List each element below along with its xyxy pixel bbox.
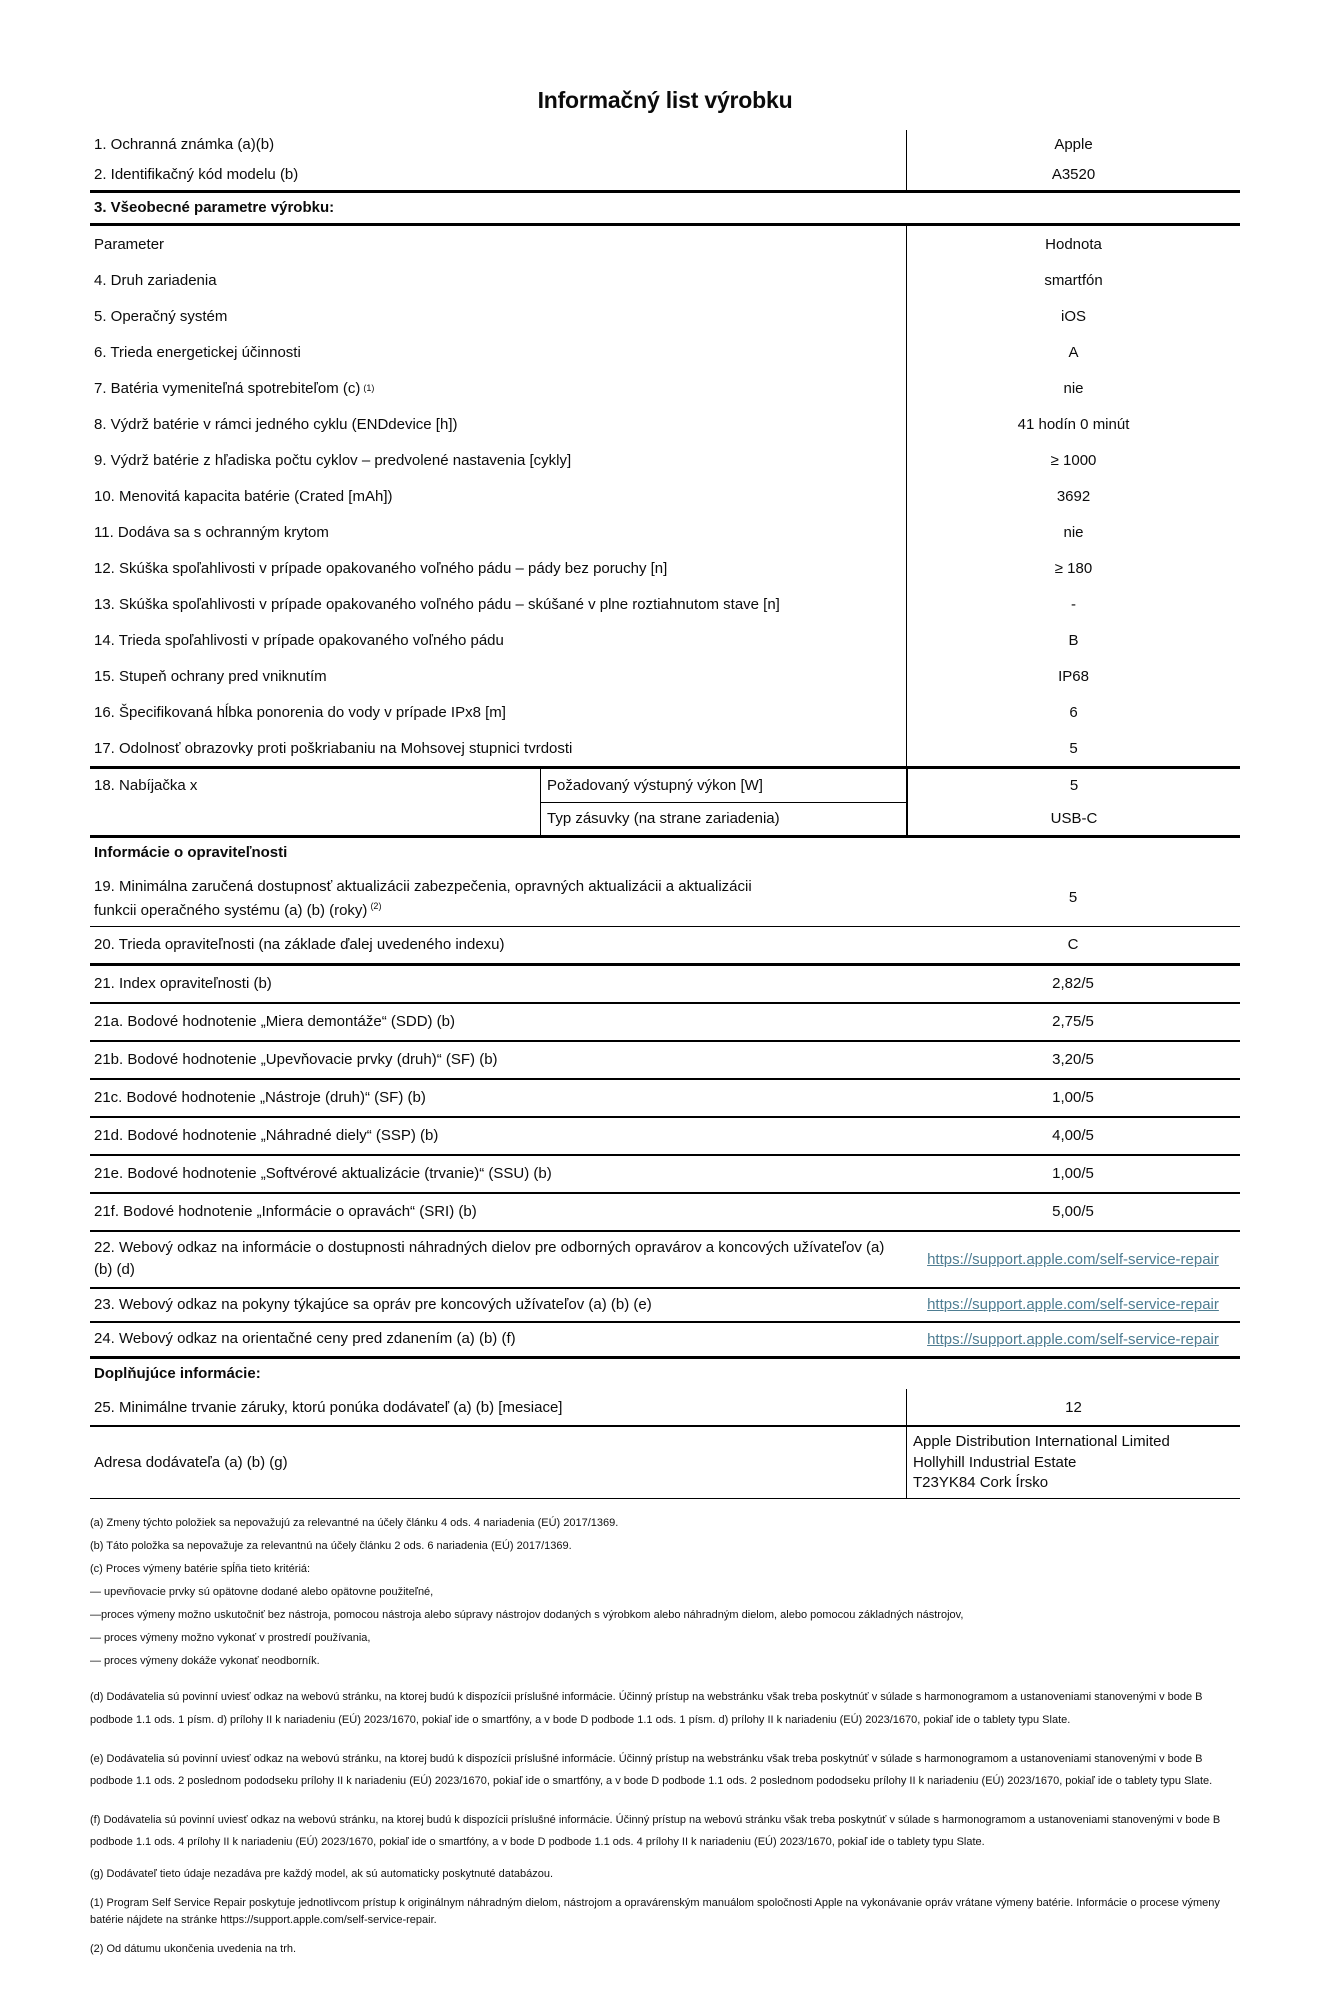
row-value: 2,75/5 [1052,1013,1094,1031]
table-row-drop-test-unfolded [90,586,1240,622]
row-value: IP68 [906,658,1240,694]
supplier-address [906,1427,1240,1498]
column-header-parameter: Parameter [94,235,165,253]
table-row-repair-instructions-link [90,1289,1240,1324]
footnote-d: (d) Dodávatelia sú povinní uviesť odkaz na webovú stránku, na ktorej budú k dispozícii príslušné informácie. Účinný prístup na webstránku však treba poskytnúť v súlade s harmonogramom a ustanoveniami stanovenými v bode B podbode 1.1 ods. 1 písm. d) prílohy II k nariadeniu (EÚ) 2023/1670, pokiaľ ide o smartfóny, a v bode D podbode 1.1 ods. 1 písm. d) prílohy II k nariadeniu (EÚ) 2023/1670, pokiaľ ide o tablety typu Slate. [90,1691,1203,1727]
charger-output-power-value: 5 [1069,777,1079,795]
table-row-device-type [90,262,1240,298]
footnote-g: (g) Dodávateľ tieto údaje nezadáva pre každý model, ak sú automaticky poskytnuté databázou. [90,1867,554,1880]
table-row-os [90,298,1240,334]
column-header-value: Hodnota [906,226,1240,262]
table-row-drop-test-no-defect [90,550,1240,586]
table-row-score-fasteners [90,1042,1240,1080]
row-value: 5 [906,730,1240,766]
row-value: 5,00/5 [1052,1203,1094,1221]
charger-label: 18. Nabíjačka x [94,777,198,795]
table-row-protective-cover [90,514,1240,550]
row-label: 13. Skúška spoľahlivosti v prípade opakovaného voľného pádu – skúšané v plne roztiahnutom stave [n] [94,595,780,613]
row-label: 1. Ochranná známka (a)(b) [94,136,275,154]
row-value: 5 [1068,888,1078,906]
footnote-superscript: (1) [363,382,375,393]
row-label: 6. Trieda energetickej účinnosti [94,343,301,361]
row-label: 5. Operačný systém [94,307,228,325]
section-header-general-parameters: 3. Všeobecné parametre výrobku: [94,198,335,216]
row-value: - [906,586,1240,622]
page-title: Informačný list výrobku [537,87,793,113]
row-value: B [906,622,1240,658]
row-value: ≥ 1000 [906,442,1240,478]
row-value: 4,00/5 [1052,1127,1094,1145]
table-row-battery-replaceable [90,370,1240,406]
charger-output-power-label: Požadovaný výstupný výkon [W] [541,769,906,803]
row-value: nie [906,370,1240,406]
table-row-update-availability [90,869,1240,927]
footnote-1: (1) Program Self Service Repair poskytuje jednotlivcom prístup k originálnym náhradným dielom, nástrojom a opravárenským manuálom spoločnosti Apple na vykonávanie opráv vrátane výmeny batérie. Informácie o procese výmeny batérie nájdete na stránke https://support.apple.com/self-service-repair. [90,1896,1220,1926]
row-value: ≥ 180 [906,550,1240,586]
table-row-battery-cycles [90,442,1240,478]
row-label: 12. Skúška spoľahlivosti v prípade opakovaného voľného pádu – pády bez poruchy [n] [94,559,668,577]
row-label: 15. Stupeň ochrany pred vniknutím [94,667,327,685]
table-row-drop-reliability-class [90,622,1240,658]
footnote-f: (f) Dodávatelia sú povinní uviesť odkaz na webovú stránku, na ktorej budú k dispozícii príslušné informácie. Účinný prístup na webovú stránku však treba poskytnúť v súlade s harmonogramom a ustanoveniami stanovenými v bode B podbode 1.1 ods. 4 prílohy II k nariadeniu (EÚ) 2023/1670, pokiaľ ide o smartfóny, a v bode D podbode 1.1 ods. 4 prílohy II k nariadeniu (EÚ) 2023/1670, pokiaľ ide o tablety typu Slate. [90,1813,1221,1849]
row-label: 14. Trieda spoľahlivosti v prípade opakovaného voľného pádu [94,631,504,649]
section-header-additional-info: Doplňujúce informácie: [94,1364,261,1382]
row-label: 21. Index opraviteľnosti (b) [94,975,272,993]
table-row-score-tools [90,1080,1240,1118]
charger-row [90,769,1240,835]
footnote-superscript: (2) [370,900,382,911]
row-value: 1,00/5 [1052,1165,1094,1183]
row-label: 24. Webový odkaz na orientačné ceny pred zdanením (a) (b) (f) [94,1330,516,1348]
row-label: 2. Identifikačný kód modelu (b) [94,166,299,184]
self-service-repair-link[interactable]: https://support.apple.com/self-service-repair [927,1330,1219,1348]
charger-subrows [540,769,906,835]
charger-socket-type-value: USB-C [1050,810,1098,828]
row-label: 21b. Bodové hodnotenie „Upevňovacie prvky (druh)“ (SF) (b) [94,1051,498,1069]
row-label: 21d. Bodové hodnotenie „Náhradné diely“ (SSP) (b) [94,1127,439,1145]
charger-socket-type-label: Typ zásuvky (na strane zariadenia) [547,810,780,828]
row-label [90,869,762,926]
address-line: T23YK84 Cork Írsko [913,1473,1049,1491]
row-value: C [1067,936,1079,954]
table-row-score-spare-parts [90,1118,1240,1156]
table-row-model-id [90,160,1240,190]
row-label-text: 19. Minimálna zaručená dostupnosť aktualizácii zabezpečenia, opravných aktualizácii a aktualizácii funkcii operačného systému (a) (b) (roky) [94,877,752,919]
self-service-repair-link[interactable]: https://support.apple.com/self-service-repair [927,1296,1219,1314]
row-value: iOS [906,298,1240,334]
row-label: 8. Výdrž batérie v rámci jedného cyklu (ENDdevice [h]) [94,415,458,433]
table-row-energy-class [90,334,1240,370]
row-label: 21a. Bodové hodnotenie „Miera demontáže“ (SDD) (b) [94,1013,456,1031]
row-label: Adresa dodávateľa (a) (b) (g) [94,1454,288,1472]
footnote-e: (e) Dodávatelia sú povinní uviesť odkaz na webovú stránku, na ktorej budú k dispozícii príslušné informácie. Účinný prístup na webstránku však treba poskytnúť v súlade s harmonogramom a ustanoveniami stanovenými v bode B podbode 1.1 ods. 2 poslednom pododseku prílohy II k nariadeniu (EÚ) 2023/1670, pokiaľ ide o smartfóny, a v bode D podbode 1.1 ods. 2 poslednom pododseku prílohy II k nariadeniu (EÚ) 2023/1670, pokiaľ ide o tablety typu Slate. [90,1752,1213,1788]
table-row-scratch-resistance [90,730,1240,766]
address-line: Apple Distribution International Limited [913,1433,1170,1451]
row-value: 2,82/5 [1052,975,1094,993]
row-label: 10. Menovitá kapacita batérie (Crated [mAh]) [94,487,393,505]
table-header-row [90,226,1240,262]
row-label: 23. Webový odkaz na pokyny týkajúce sa opráv pre koncových užívateľov (a) (b) (e) [94,1295,652,1313]
table-row-battery-endurance-cycle [90,406,1240,442]
footnote-c-criterion-2: —proces výmeny možno uskutočniť bez nástroja, pomocou nástroja alebo súpravy nástrojov dodaných s výrobkom alebo náhradným dielom, alebo pomocou základných nástrojov, [90,1609,964,1622]
row-label: 21c. Bodové hodnotenie „Nástroje (druh)“ (SF) (b) [94,1089,426,1107]
footnote-a: (a) Zmeny týchto položiek sa nepovažujú za relevantné na účely článku 4 ods. 4 nariadenia (EÚ) 2017/1369. [90,1517,619,1530]
address-line: Hollyhill Industrial Estate [913,1453,1077,1471]
table-row-score-repair-info [90,1194,1240,1232]
row-label [90,370,906,406]
row-label: 9. Výdrž batérie z hľadiska počtu cyklov – predvolené nastavenia [cykly] [94,451,572,469]
row-value: smartfón [906,262,1240,298]
row-label: 21f. Bodové hodnotenie „Informácie o opravách“ (SRI) (b) [94,1203,477,1221]
row-label: 11. Dodáva sa s ochranným krytom [94,523,329,541]
row-value: Apple [906,130,1240,160]
row-label: 4. Druh zariadenia [94,271,217,289]
row-value: 6 [906,694,1240,730]
table-row-repairability-index [90,966,1240,1004]
footnote-2: (2) Od dátumu ukončenia uvedenia na trh. [90,1942,297,1955]
self-service-repair-link[interactable]: https://support.apple.com/self-service-repair [927,1250,1219,1268]
row-label-text: 7. Batéria vymeniteľná spotrebiteľom (c) [94,379,361,397]
table-row-immersion-depth [90,694,1240,730]
row-value: A3520 [906,160,1240,190]
section-header-repairability: Informácie o opraviteľnosti [94,844,288,862]
row-label: 21e. Bodové hodnotenie „Softvérové aktualizácie (trvanie)“ (SSU) (b) [94,1165,552,1183]
charger-values [906,769,1240,835]
row-value: nie [906,514,1240,550]
row-label: 25. Minimálne trvanie záruky, ktorú ponúka dodávateľ (a) (b) [mesiace] [94,1398,563,1416]
footnotes [90,1515,1240,1958]
row-value: 3,20/5 [1052,1051,1094,1069]
row-label: 17. Odolnosť obrazovky proti poškriabaniu na Mohsovej stupnici tvrdosti [94,739,573,757]
row-value: 1,00/5 [1052,1089,1094,1107]
row-value: 41 hodín 0 minút [906,406,1240,442]
row-label: 22. Webový odkaz na informácie o dostupnosti náhradných dielov pre odborných opravárov a koncových užívateľov (a) (b) (d) [94,1238,885,1279]
table-row-ingress-protection [90,658,1240,694]
footnote-b: (b) Táto položka sa nepovažuje za relevantnú na účely článku 2 ods. 6 nariadenia (EÚ) 2017/1369. [90,1540,572,1553]
footnote-c-criterion-3: — proces výmeny možno vykonať v prostredí používania, [90,1632,371,1645]
table-row-spare-parts-link [90,1232,1240,1289]
row-value: 12 [906,1389,1240,1425]
footnote-c-criterion-4: — proces výmeny dokáže vykonať neodborník. [90,1655,320,1668]
table-row-battery-capacity [90,478,1240,514]
table-row-supplier-address [90,1427,1240,1499]
row-value: A [906,334,1240,370]
table-row-warranty [90,1389,1240,1427]
table-row-score-sdd [90,1004,1240,1042]
table-row-indicative-prices-link [90,1323,1240,1359]
row-label: 20. Trieda opraviteľnosti (na základe ďalej uvedeného indexu) [94,936,505,954]
footnote-c-criterion-1: — upevňovacie prvky sú opätovne dodané alebo opätovne použiteľné, [90,1586,434,1599]
row-label: 16. Špecifikovaná hĺbka ponorenia do vody v prípade IPx8 [m] [94,703,506,721]
row-value: 3692 [906,478,1240,514]
table-row-repairability-class [90,927,1240,966]
table-row-trademark [90,130,1240,160]
table-row-score-software-updates [90,1156,1240,1194]
footnote-c: (c) Proces výmeny batérie spĺňa tieto kritériá: [90,1563,311,1576]
